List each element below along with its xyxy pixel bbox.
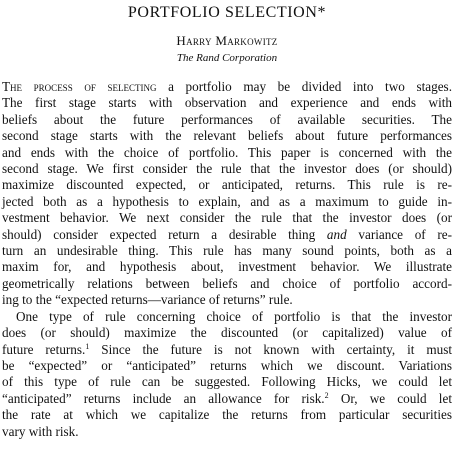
body-line: the rate at which we capitalize the returns from particular securities [2, 407, 452, 423]
body-line-text: a portfolio may be divided into two stages. [156, 79, 452, 94]
body-line-text: Or, we could let [328, 390, 452, 406]
footnote-ref-2[interactable]: 2 [324, 390, 329, 400]
body-line [2, 391, 452, 407]
body-line: does (or should) maximize the discounted (or capitalized) value of [2, 325, 452, 341]
body-line-text: should) consider expected return a desirable thing [2, 226, 327, 242]
body-line: second stage starts with the relevant beliefs about future performances [2, 128, 452, 144]
italic-and: and [326, 226, 347, 242]
body-line: and ends with the choice of portfolio. This paper is concerned with the [2, 144, 452, 160]
lead-in-smallcaps: The process of selecting [2, 79, 157, 94]
body-line: maximize discounted expected, or anticipated, returns. This rule is re- [2, 177, 452, 193]
paper-title: PORTFOLIO SELECTION* [127, 4, 327, 21]
author-name [0, 33, 454, 49]
body-line-text: future returns. [2, 341, 86, 357]
body-line [2, 227, 452, 243]
body-line-text: “anticipated” returns include an allowance for risk. [2, 390, 325, 406]
body-line: vary with risk. [2, 423, 79, 439]
body-line: beliefs about the future performances of available securities. The [2, 111, 452, 127]
body-line: maxim for, and hypothesis about, investment behavior. We illustrate [2, 259, 452, 275]
body-line-text: variance of re- [346, 226, 452, 242]
body-line: jected both as a hypothesis to explain, and as a maximum to guide in- [2, 193, 452, 209]
body-line [2, 79, 452, 95]
body-line: The first stage starts with observation and experience and ends with [2, 95, 452, 111]
footnote-ref-1[interactable]: 1 [85, 341, 90, 351]
body-line: vestment behavior. We next consider the rule that the investor does (or [2, 210, 452, 226]
body-line: second stage. We first consider the rule that the investor does (or should) [2, 161, 452, 177]
body-line: turn an undesirable thing. This rule has many sound points, both as a [2, 243, 452, 259]
body-line [2, 342, 452, 358]
body-line: be “expected” or “anticipated” returns which we discount. Variations [2, 357, 452, 373]
body-line: ing to the “expected returns—variance of returns” rule. [2, 292, 293, 308]
author-affiliation: The Rand Corporation [176, 52, 278, 64]
author-name-text: Harry Markowitz [176, 33, 278, 48]
body-line: One type of rule concerning choice of portfolio is that the investor [16, 308, 452, 324]
body-line: of this type of rule can be suggested. Following Hicks, we could let [2, 374, 452, 390]
body-line: geometrically relations between beliefs and choice of portfolio accord- [2, 275, 452, 291]
body-text [2, 79, 452, 440]
body-line-text: Since the future is not known with certainty, it must [89, 341, 452, 357]
